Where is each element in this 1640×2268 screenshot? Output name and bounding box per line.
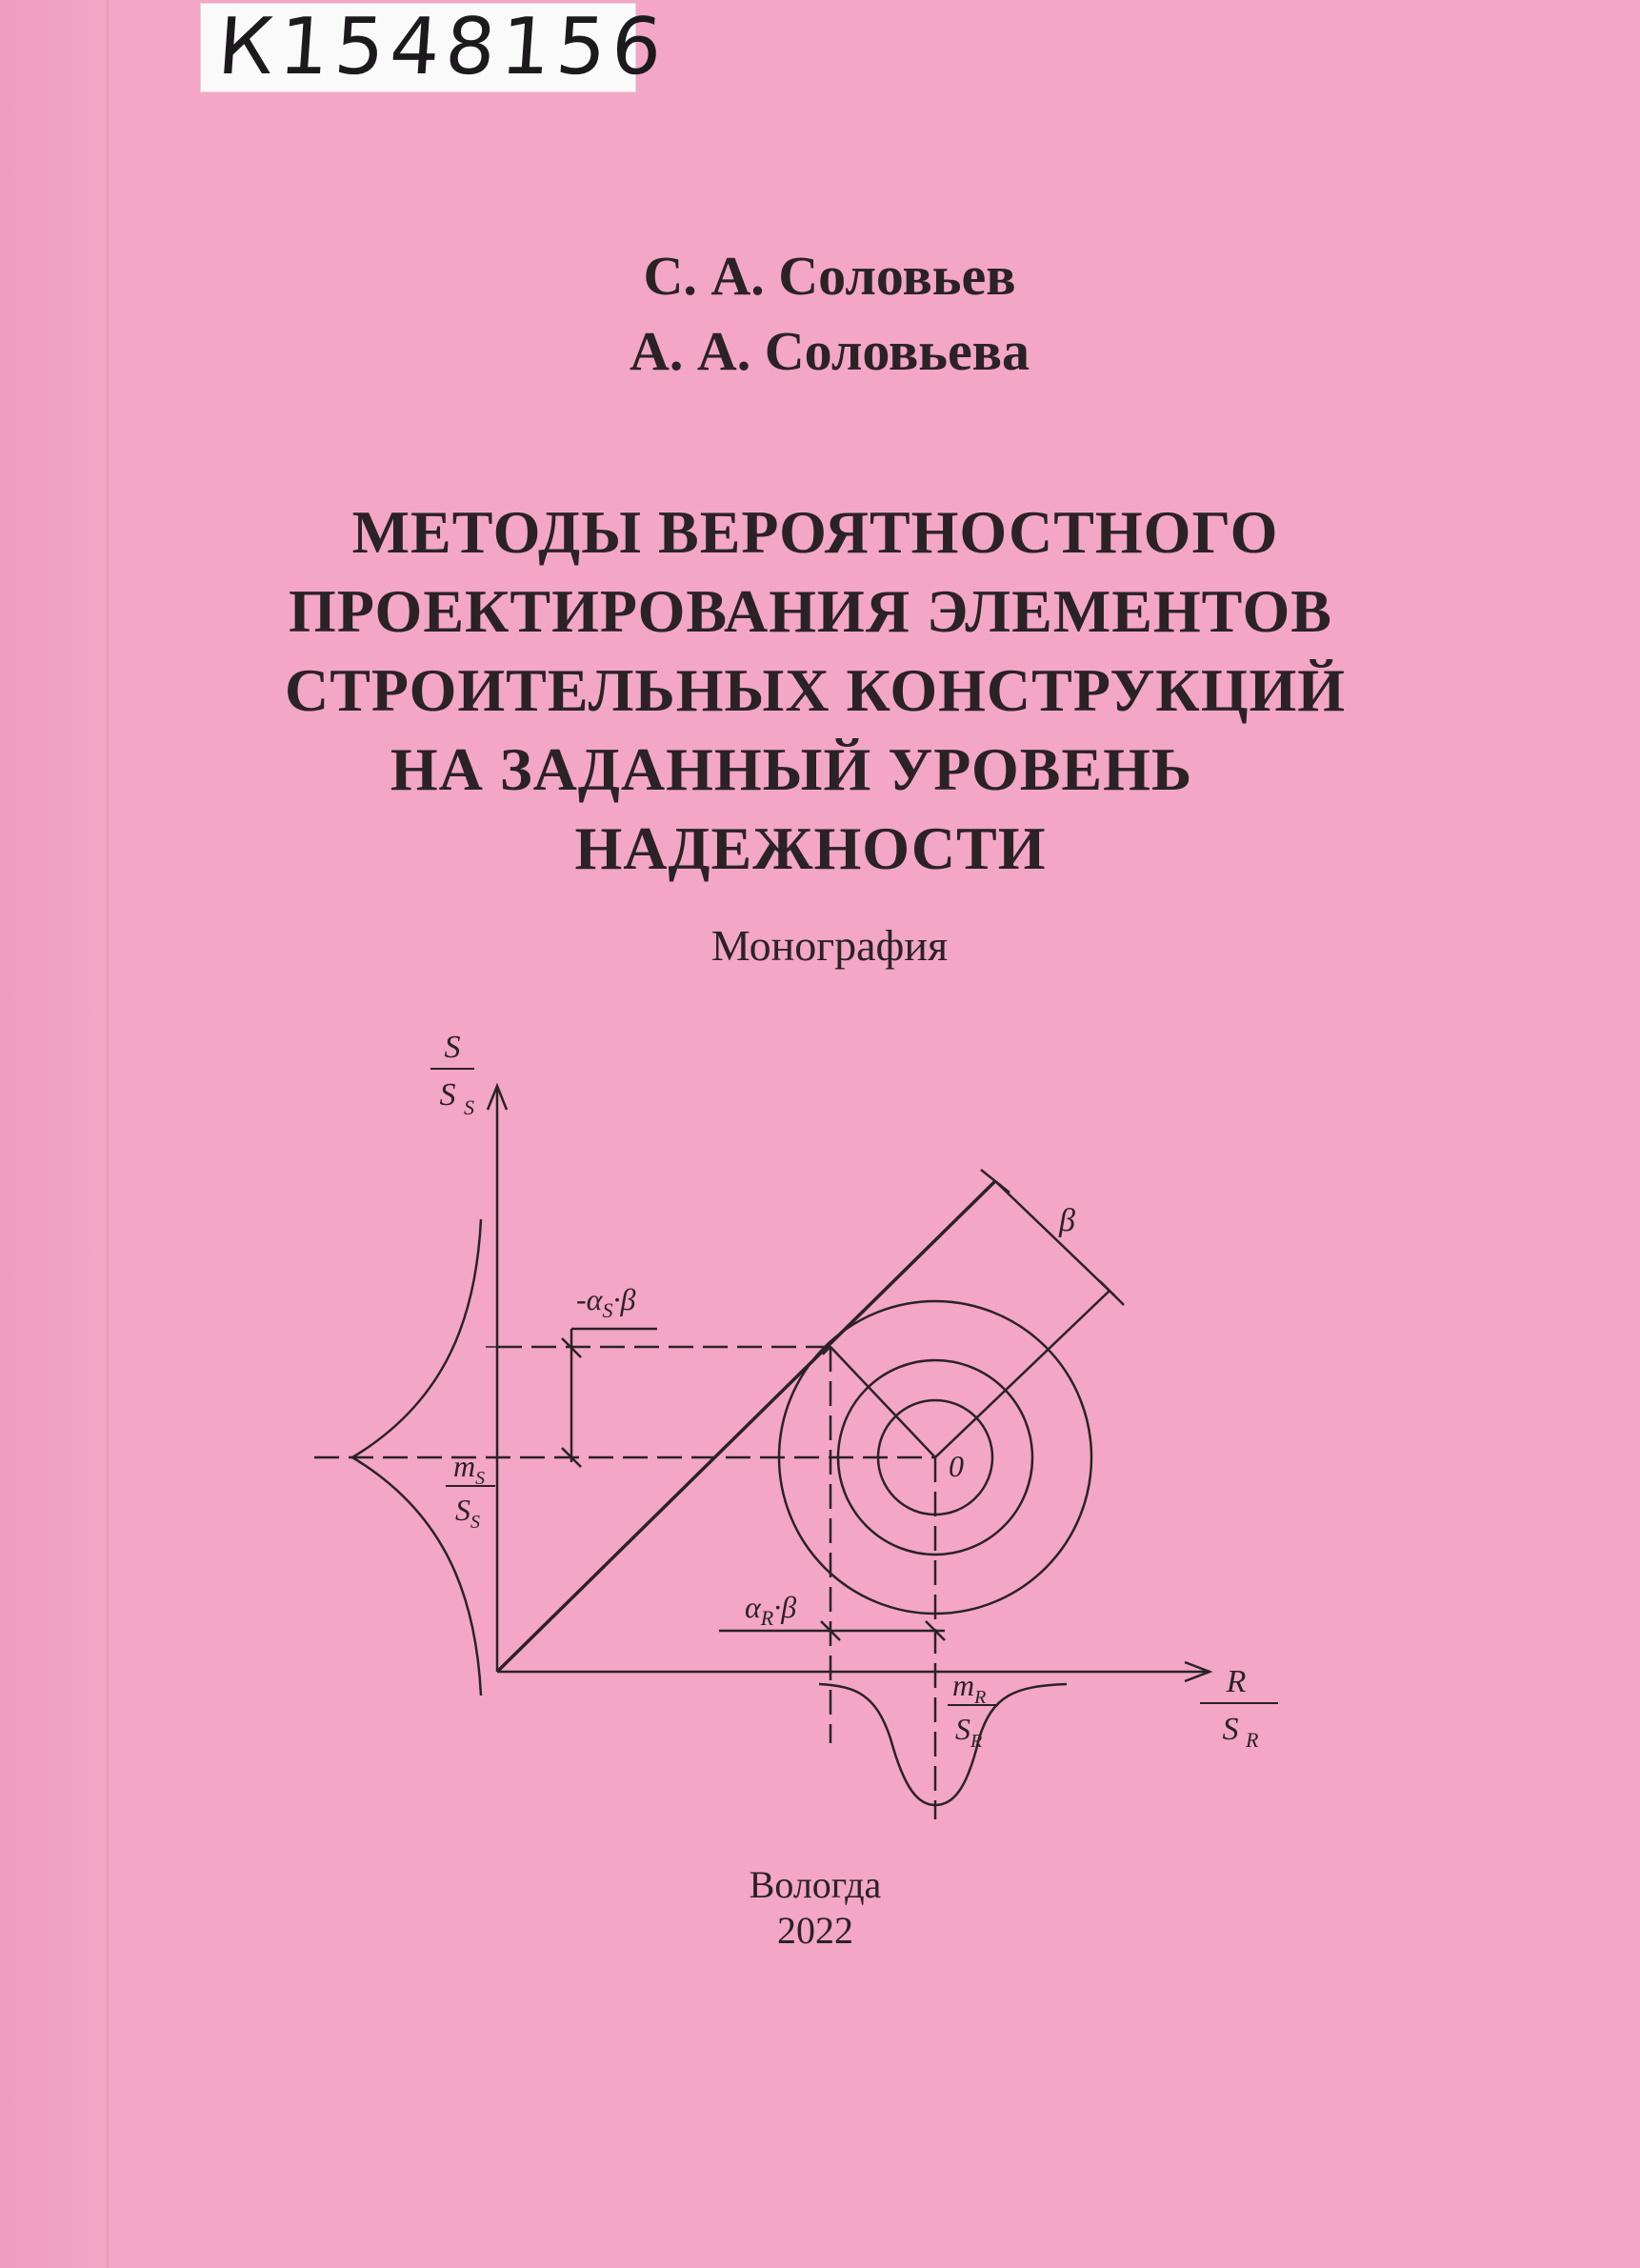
ms-num: m (453, 1449, 476, 1483)
alpha-r-suffix: ·β (773, 1590, 797, 1624)
alpha-r-sub: R (760, 1606, 774, 1630)
y-axis-label-numerator: S (444, 1030, 461, 1065)
book-title-line-4: НА ЗАДАННЫЙ УРОВЕНЬ (390, 735, 1193, 803)
publication-year: 2022 (777, 1909, 853, 1952)
mr-label-numerator (952, 1668, 986, 1708)
alpha-r-label (745, 1590, 796, 1630)
alpha-s-label-prefix (576, 1282, 635, 1322)
book-title-line-5: НАДЕЖНОСТИ (574, 814, 1047, 882)
mr-num: m (952, 1668, 975, 1702)
ms-num-sub: S (475, 1468, 486, 1489)
mr-den-sub: R (970, 1731, 983, 1752)
book-title-line-3: СТРОИТЕЛЬНЫХ КОНСТРУКЦИЙ (284, 656, 1347, 724)
ms-den-sub: S (470, 1512, 480, 1533)
book-title-line-2: ПРОЕКТИРОВАНИЯ ЭЛЕМЕНТОВ (289, 577, 1332, 645)
y-axis-label-denominator: S (439, 1077, 456, 1113)
author-2: А. А. Соловьева (629, 320, 1030, 382)
origin-label: 0 (949, 1449, 964, 1483)
r-density-curve (819, 1684, 1067, 1805)
beta-offset-line (935, 1291, 1110, 1457)
beta-dimension-line (995, 1181, 1114, 1295)
x-axis-label-subscript: R (1246, 1728, 1259, 1752)
alpha-r-prefix: α (745, 1590, 761, 1624)
ms-den: S (455, 1493, 470, 1527)
x-axis-label-denominator: S (1222, 1712, 1239, 1747)
beta-dimension-tick (1100, 1281, 1124, 1305)
y-axis-label-subscript: S (464, 1095, 474, 1119)
alpha-s-suffix: ·β (612, 1282, 636, 1316)
inventory-number: К1548156 (214, 2, 670, 92)
ms-label-denominator (455, 1493, 480, 1533)
genre-label: Монография (710, 921, 949, 970)
alpha-s-sub: S (602, 1298, 613, 1322)
mr-label-denominator (955, 1712, 982, 1752)
alpha-s-prefix: -α (576, 1282, 603, 1316)
author-1: С. А. Соловьев (643, 245, 1016, 307)
ms-label-numerator (453, 1449, 485, 1489)
mr-den: S (955, 1712, 970, 1746)
beta-label: β (1059, 1203, 1075, 1238)
book-title-line-1: МЕТОДЫ ВЕРОЯТНОСТНОГО (351, 498, 1279, 566)
mr-num-sub: R (974, 1687, 987, 1708)
publication-city: Вологда (749, 1863, 882, 1906)
x-axis-label-numerator: R (1226, 1664, 1247, 1699)
